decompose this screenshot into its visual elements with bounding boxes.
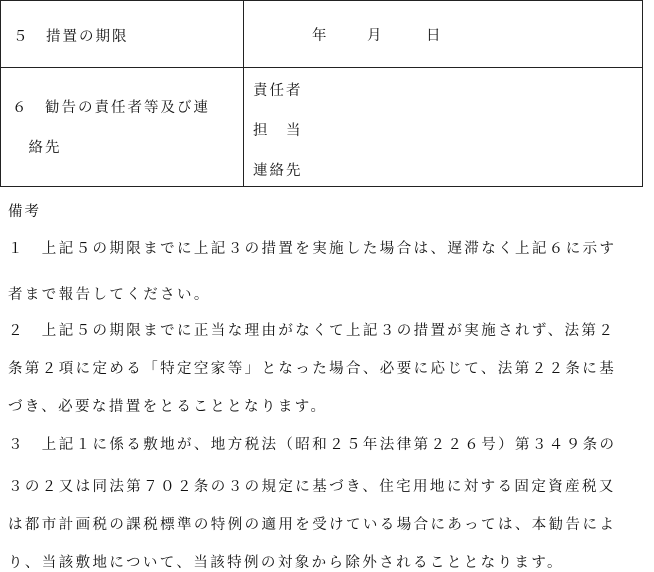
date-day-label: 日 bbox=[426, 28, 443, 44]
deadline-label-cell bbox=[1, 1, 244, 68]
remark-3-line-2: ３の２又は同法第７０２条の３の規定に基づき、住宅用地に対する固定資産税又 bbox=[8, 479, 616, 495]
remark-2-line-1: ２ 上記５の期限までに正当な理由がなくて上記３の措置が実施されず、法第２ bbox=[8, 323, 616, 339]
remark-3-line-4: り、当該敷地について、当該特例の対象から除外されることとなります。 bbox=[8, 555, 564, 571]
contact-label-line2: 絡先 bbox=[12, 140, 62, 156]
remark-2-line-2: 条第２項に定める「特定空家等」となった場合、必要に応じて、法第２２条に基 bbox=[8, 361, 617, 377]
contact-row bbox=[1, 68, 643, 187]
date-year-label: 年 bbox=[312, 28, 329, 44]
contact-responsible-person: 責任者 bbox=[253, 83, 303, 99]
deadline-label: ５ 措置の期限 bbox=[13, 29, 129, 45]
date-month-label: 月 bbox=[367, 28, 384, 44]
remark-1-line-2: 者まで報告してください。 bbox=[8, 287, 211, 303]
remark-3-line-1: ３ 上記１に係る敷地が、地方税法（昭和２５年法律第２２６号）第３４９条の bbox=[8, 437, 617, 453]
contact-value-cell bbox=[244, 68, 643, 187]
remarks-title: 備考 bbox=[8, 204, 41, 220]
contact-label-cell bbox=[1, 68, 244, 187]
contact-address: 連絡先 bbox=[253, 163, 303, 179]
remark-1-line-1: １ 上記５の期限までに上記３の措置を実施した場合は、遅滞なく上記６に示す bbox=[8, 241, 617, 257]
remark-2-line-3: づき、必要な措置をとることとなります。 bbox=[8, 399, 328, 415]
deadline-date-cell bbox=[244, 1, 643, 68]
contact-person-in-charge: 担 当 bbox=[253, 123, 303, 139]
remark-3-line-3: は都市計画税の課税標準の特例の適用を受けている場合にあっては、本勧告によ bbox=[8, 517, 617, 533]
contact-label-line1: ６ 勧告の責任者等及び連 bbox=[12, 100, 210, 116]
